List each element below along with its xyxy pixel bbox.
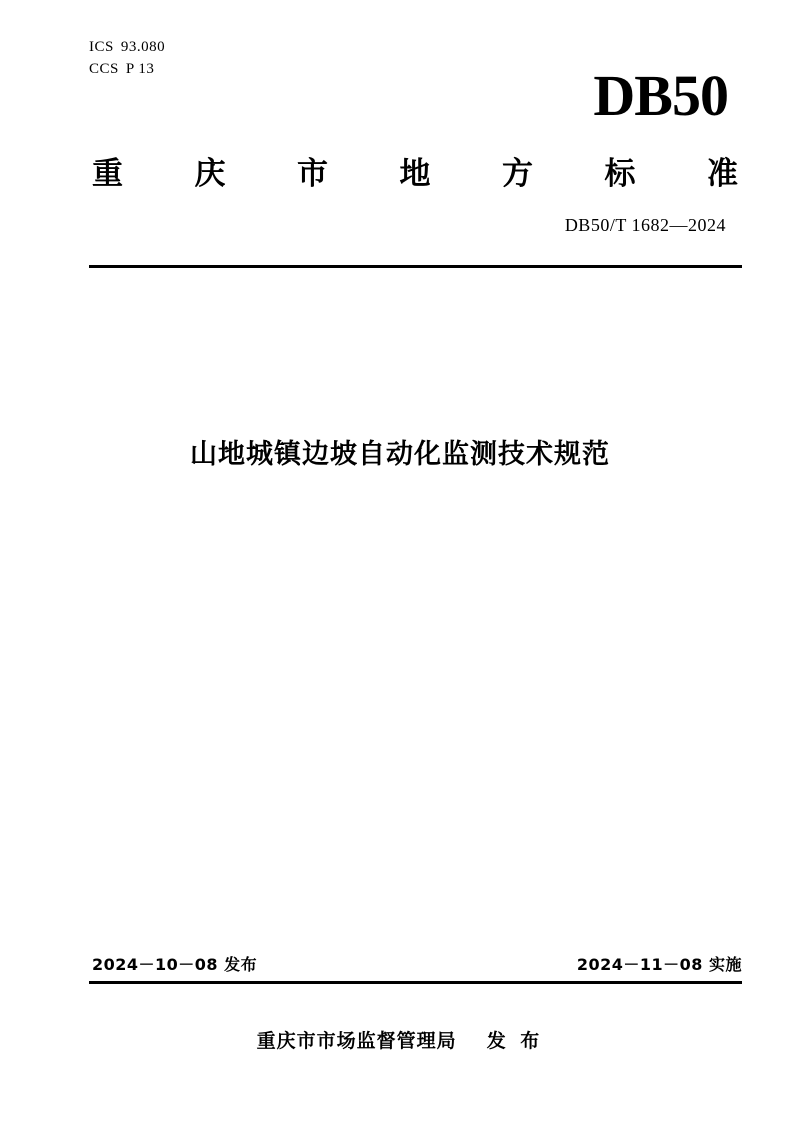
standard-series-title-char: 方 (502, 156, 533, 192)
publisher-line (0, 1026, 800, 1053)
ccs-value: P 13 (125, 61, 155, 77)
standard-series-title-char: 市 (297, 156, 328, 192)
ccs-label: CCS (89, 61, 119, 77)
ics-label: ICS (89, 39, 114, 55)
standard-series-title-char: 地 (399, 156, 431, 192)
ics-ccs-block (89, 36, 165, 80)
footer-divider (89, 981, 742, 984)
standard-series-title-char: 准 (707, 156, 738, 192)
db50-logo: DB50 (593, 63, 728, 128)
ics-value: 93.080 (120, 39, 166, 55)
header-divider (89, 265, 742, 268)
standard-series-title-char: 重 (92, 156, 123, 192)
standard-number: DB50/T 1682—2024 (564, 215, 726, 235)
ccs-line (89, 58, 165, 80)
standard-series-title (92, 148, 740, 193)
ics-line (89, 36, 165, 58)
issue-date: 2024－10－08 发布 (92, 955, 258, 974)
effective-date: 2024－11－08 实施 (576, 955, 742, 974)
publisher-name: 重庆市市场监督管理局 (256, 1030, 457, 1052)
standard-series-title-char: 标 (604, 156, 636, 192)
page-title: 山地城镇边坡自动化监测技术规范 (190, 439, 610, 470)
standard-series-title-char: 庆 (194, 156, 226, 192)
publish-verb: 发 布 (486, 1030, 544, 1052)
date-row (92, 952, 742, 975)
